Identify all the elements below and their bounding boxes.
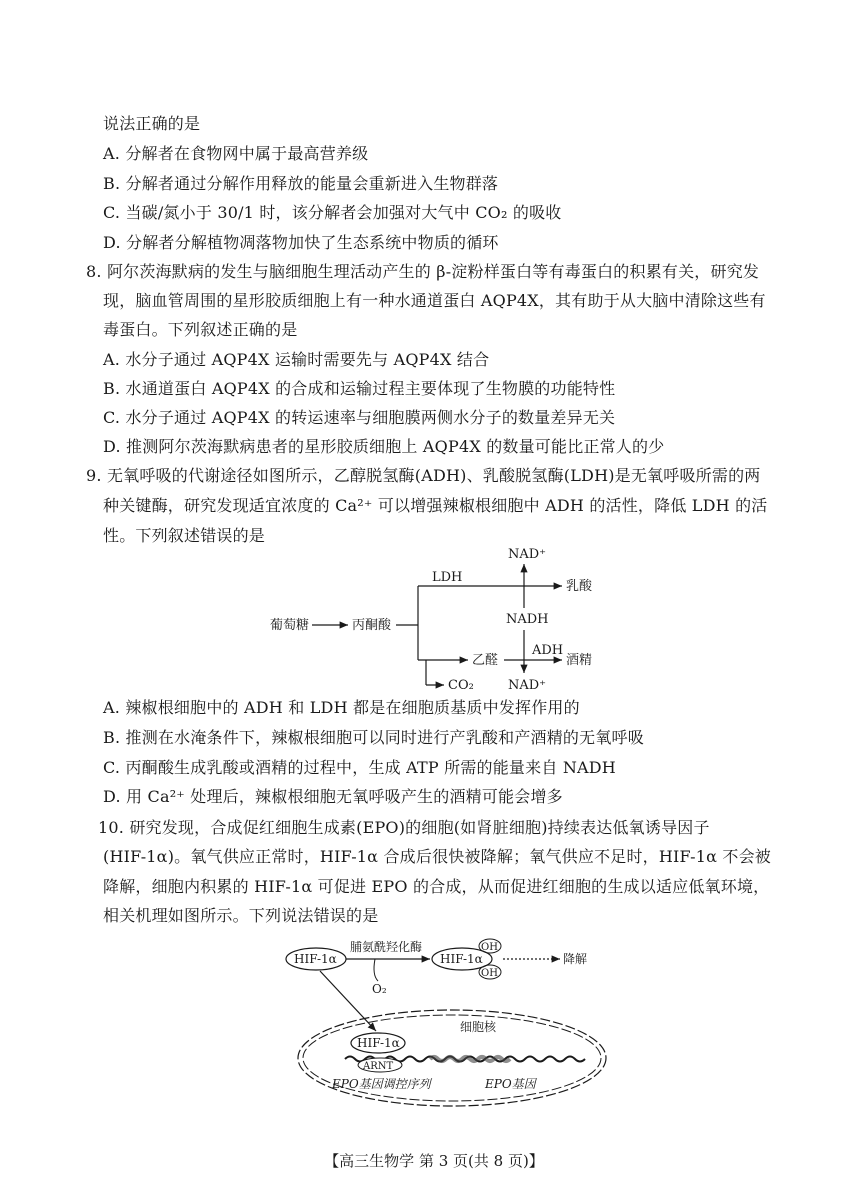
arnt-label: ARNT	[363, 1061, 394, 1072]
q8-stem-line-3: 毒蛋白。下列叙述正确的是	[103, 320, 298, 339]
q9-stem-line-1: 9. 无氧呼吸的代谢途径如图所示，乙醇脱氢酶(ADH)、乳酸脱氢酶(LDH)是无氧呼吸所需的两	[86, 466, 761, 485]
hif-epo-mechanism-diagram	[280, 935, 610, 1110]
hif-nucleus-label: HIF-1α	[357, 1036, 400, 1050]
page-footer: 【高三生物学 第 3 页(共 8 页)】	[324, 1152, 544, 1170]
q8-option-a: A. 水分子通过 AQP4X 运输时需要先与 AQP4X 结合	[103, 350, 490, 369]
q7-option-a: A. 分解者在食物网中属于最高营养级	[103, 144, 369, 163]
q10-stem-line-1: 10. 研究发现，合成促红细胞生成素(EPO)的细胞(如肾脏细胞)持续表达低氧诱导因子	[98, 818, 710, 837]
pyruvate-label: 丙酮酸	[352, 618, 392, 633]
q7-stem-tail: 说法正确的是	[103, 114, 201, 133]
co2-label: CO₂	[448, 678, 474, 693]
nadh-label: NADH	[506, 612, 549, 627]
q8-option-d: D. 推测阿尔茨海默病患者的星形胶质细胞上 AQP4X 的数量可能比正常人的少	[103, 437, 665, 456]
ethanol-label: 酒精	[566, 653, 593, 668]
q9-option-a: A. 辣椒根细胞中的 ADH 和 LDH 都是在细胞质基质中发挥作用的	[103, 698, 580, 717]
q9-option-c: C. 丙酮酸生成乳酸或酒精的过程中，生成 ATP 所需的能量来自 NADH	[103, 758, 616, 777]
q10-stem-line-2: (HIF-1α)。氧气供应正常时，HIF-1α 合成后很快被降解；氧气供应不足时，HIF-1α 不会被	[103, 847, 771, 866]
hif-left-label: HIF-1α	[294, 952, 337, 966]
nad-top-label: NAD⁺	[508, 547, 547, 562]
q8-stem-line-1: 8. 阿尔茨海默病的发生与脑细胞生理活动产生的 β-淀粉样蛋白等有毒蛋白的积累有关，研究发	[86, 262, 760, 281]
q9-option-b: B. 推测在水淹条件下，辣椒根细胞可以同时进行产乳酸和产酒精的无氧呼吸	[103, 728, 644, 747]
o2-curve	[374, 959, 378, 981]
q7-option-b: B. 分解者通过分解作用释放的能量会重新进入生物群落	[103, 174, 499, 193]
epo-gene-label: EPO基因	[485, 1077, 536, 1091]
q8-stem-line-2: 现，脑血管周围的星形胶质细胞上有一种水通道蛋白 AQP4X，其有助于从大脑中清除这些有	[103, 291, 766, 310]
adh-label: ADH	[532, 643, 564, 658]
hif-oh-label: HIF-1α	[440, 952, 483, 966]
q7-option-c: C. 当碳/氮小于 30/1 时，该分解者会加强对大气中 CO₂ 的吸收	[103, 203, 562, 222]
q10-stem-line-4: 相关机理如图所示。下列说法错误的是	[103, 906, 379, 925]
nucleus-label: 细胞核	[460, 1020, 497, 1034]
glucose-label: 葡萄糖	[270, 618, 310, 633]
nad-bottom-label: NAD⁺	[508, 678, 547, 693]
q9-stem-line-3: 性。下列叙述错误的是	[103, 526, 266, 545]
q10-stem-line-3: 降解，细胞内积累的 HIF-1α 可促进 EPO 的合成，从而促进红细胞的生成以适应低氧环境，	[103, 877, 770, 896]
lactate-label: 乳酸	[566, 579, 593, 594]
q7-option-d: D. 分解者分解植物凋落物加快了生态系统中物质的循环	[103, 233, 499, 252]
q9-stem-line-2: 种关键酶，研究发现适宜浓度的 Ca²⁺ 可以增强辣椒根细胞中 ADH 的活性，降低 LDH 的活	[103, 496, 768, 515]
ldh-label: LDH	[432, 570, 463, 585]
q8-option-c: C. 水分子通过 AQP4X 的转运速率与细胞膜两侧水分子的数量差异无关	[103, 408, 616, 427]
enzyme-label: 脯氨酰羟化酶	[350, 940, 423, 954]
oh-bottom-label: OH	[481, 968, 498, 979]
acetaldehyde-label: 乙醛	[472, 653, 499, 668]
q9-option-d: D. 用 Ca²⁺ 处理后，辣椒根细胞无氧呼吸产生的酒精可能会增多	[103, 787, 563, 806]
o2-label: O₂	[372, 982, 387, 996]
oh-top-label: OH	[481, 942, 498, 953]
anaerobic-respiration-diagram	[260, 540, 620, 695]
q8-option-b: B. 水通道蛋白 AQP4X 的合成和运输过程主要体现了生物膜的功能特性	[103, 379, 616, 398]
epo-regulatory-label: EPO基因调控序列	[332, 1077, 431, 1091]
degrade-label: 降解	[563, 952, 588, 966]
